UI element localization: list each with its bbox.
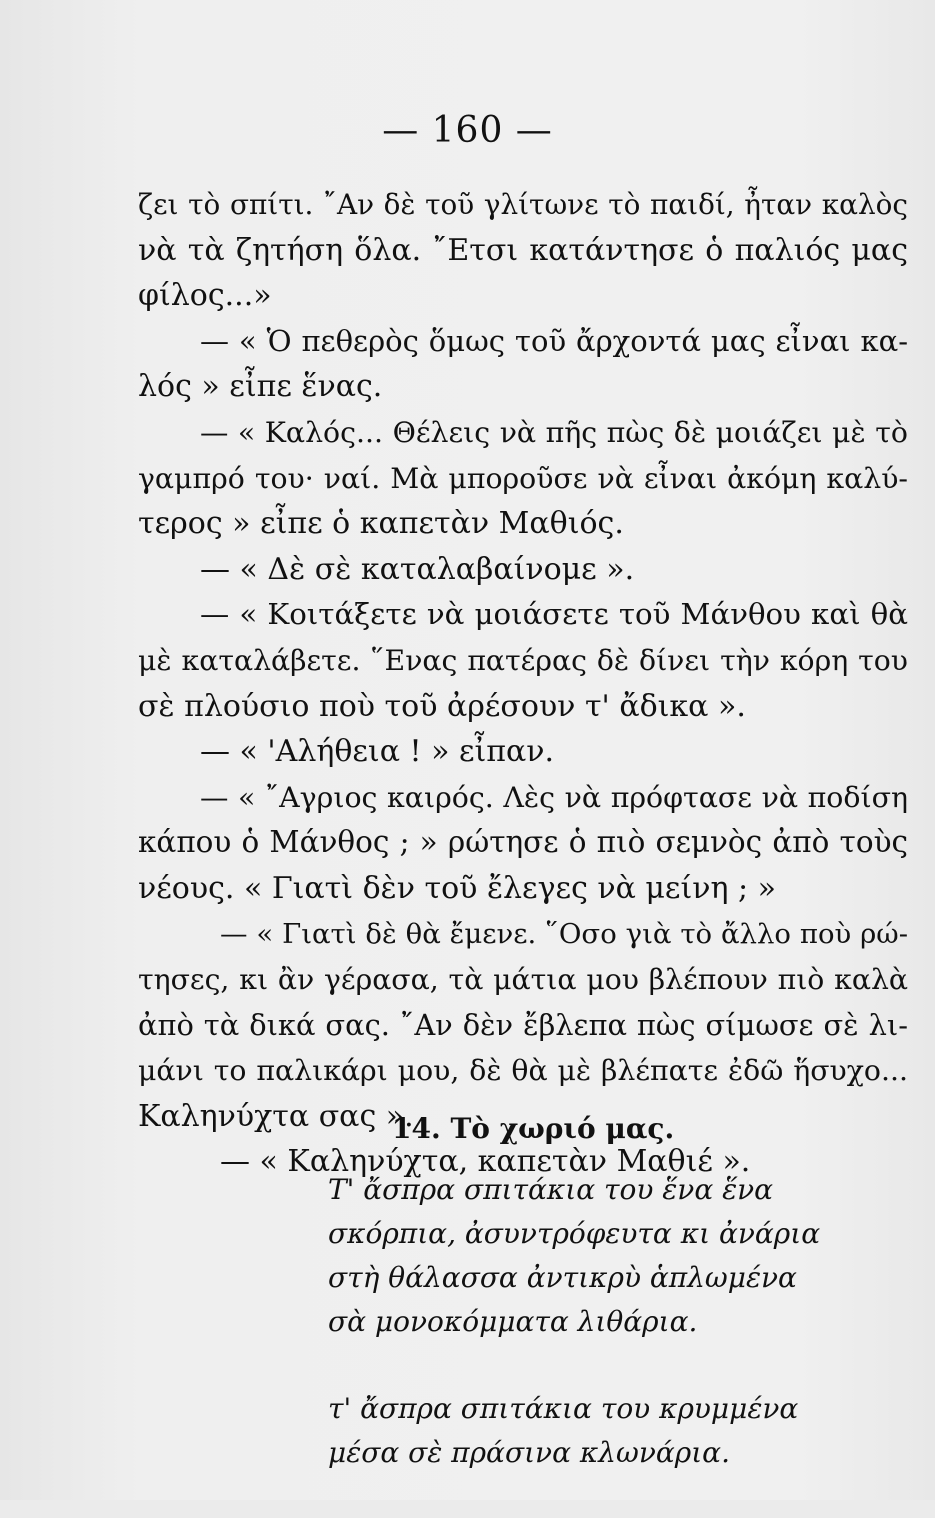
poem-stanza	[328, 1387, 888, 1475]
prose-line: — « Καλός... Θέλεις νὰ πῆς πὼς δὲ μοιάζει μὲ τὸ	[200, 415, 908, 449]
prose-line: ζει τὸ σπίτι. ῎Αν δὲ τοῦ γλίτωνε τὸ παιδί, ἦταν καλὸς	[138, 188, 908, 221]
poem-verse: σκόρπια, ἀσυντρόφευτα κι ἀνάρια	[328, 1217, 821, 1250]
prose-line: τησες, κι ἂν γέρασα, τὰ μάτια μου βλέπουν πιὸ καλὰ	[138, 963, 908, 997]
prose-line: μὲ καταλάβετε. ῞Ενας πατέρας δὲ δίνει τὴν κόρη του	[138, 643, 908, 677]
prose-line: μάνι το παλικάρι μου, δὲ θὰ μὲ βλέπατε ἐδῶ ἥσυχο...	[138, 1054, 908, 1088]
page-number: — 160 —	[382, 110, 553, 151]
prose-line: νέους. « Γιατὶ δὲν τοῦ ἔλεγες νὰ μείνη ; »	[138, 870, 776, 906]
prose-line: γαμπρό του· ναί. Μὰ μποροῦσε νὰ εἶναι ἀκόμη καλύ-	[138, 461, 908, 495]
poem-verse: στὴ θάλασσα ἀντικρὺ ἁπλωμένα	[328, 1261, 797, 1294]
prose-line: — « 'Αλήθεια ! » εἶπαν.	[200, 734, 555, 770]
poem-verse: μέσα σὲ πράσινα κλωνάρια.	[328, 1436, 730, 1469]
section-title: 14. Τὸ χωριό μας.	[392, 1112, 675, 1145]
poem-stanza	[328, 1168, 888, 1344]
prose-line: — « Καληνύχτα, καπετὰν Μαθιέ ».	[220, 1144, 751, 1180]
prose-block	[138, 182, 908, 1185]
poem-verse: σὰ μονοκόμματα λιθάρια.	[328, 1305, 698, 1338]
poem-verse: Τ' ἄσπρα σπιτάκια του ἕνα ἕνα	[328, 1173, 774, 1206]
prose-line: — « ῎Αγριος καιρός. Λὲς νὰ πρόφτασε νὰ ποδίση	[200, 780, 908, 814]
prose-line: σὲ πλούσιο ποὺ τοῦ ἀρέσουν τ' ἄδικα ».	[138, 688, 746, 724]
prose-line: ἀπὸ τὰ δικά σας. ῎Αν δὲν ἔβλεπα πὼς σίμωσε σὲ λι-	[138, 1007, 908, 1042]
prose-line: — « Δὲ σὲ καταλαβαίνομε ».	[200, 551, 635, 587]
prose-line: κάπου ὁ Μάνθος ; » ρώτησε ὁ πιὸ σεμνὸς ἀπὸ τοὺς	[138, 825, 908, 860]
poem-verse: τ' ἄσπρα σπιτάκια του κρυμμένα	[328, 1392, 799, 1425]
prose-line: — « Γιατὶ δὲ θὰ ἔμενε. ῞Οσο γιὰ τὸ ἄλλο ποὺ ρώ-	[220, 917, 908, 950]
prose-line: φίλος...»	[138, 278, 272, 314]
poem	[328, 1168, 888, 1518]
prose-line: Καληνύχτα σας ».	[138, 1098, 414, 1134]
prose-line: νὰ τὰ ζητήση ὅλα. ῎Ετσι κατάντησε ὁ παλιός μας	[138, 232, 908, 268]
prose-line: — « Ὁ πεθερὸς ὅμως τοῦ ἄρχοντά μας εἶναι κα-	[200, 323, 908, 358]
prose-line: λός » εἶπε ἕνας.	[138, 369, 383, 405]
prose-line: τερος » εἶπε ὁ καπετὰν Μαθιός.	[138, 506, 624, 542]
prose-line: — « Κοιτάξετε νὰ μοιάσετε τοῦ Μάνθου καὶ θὰ	[200, 597, 908, 632]
